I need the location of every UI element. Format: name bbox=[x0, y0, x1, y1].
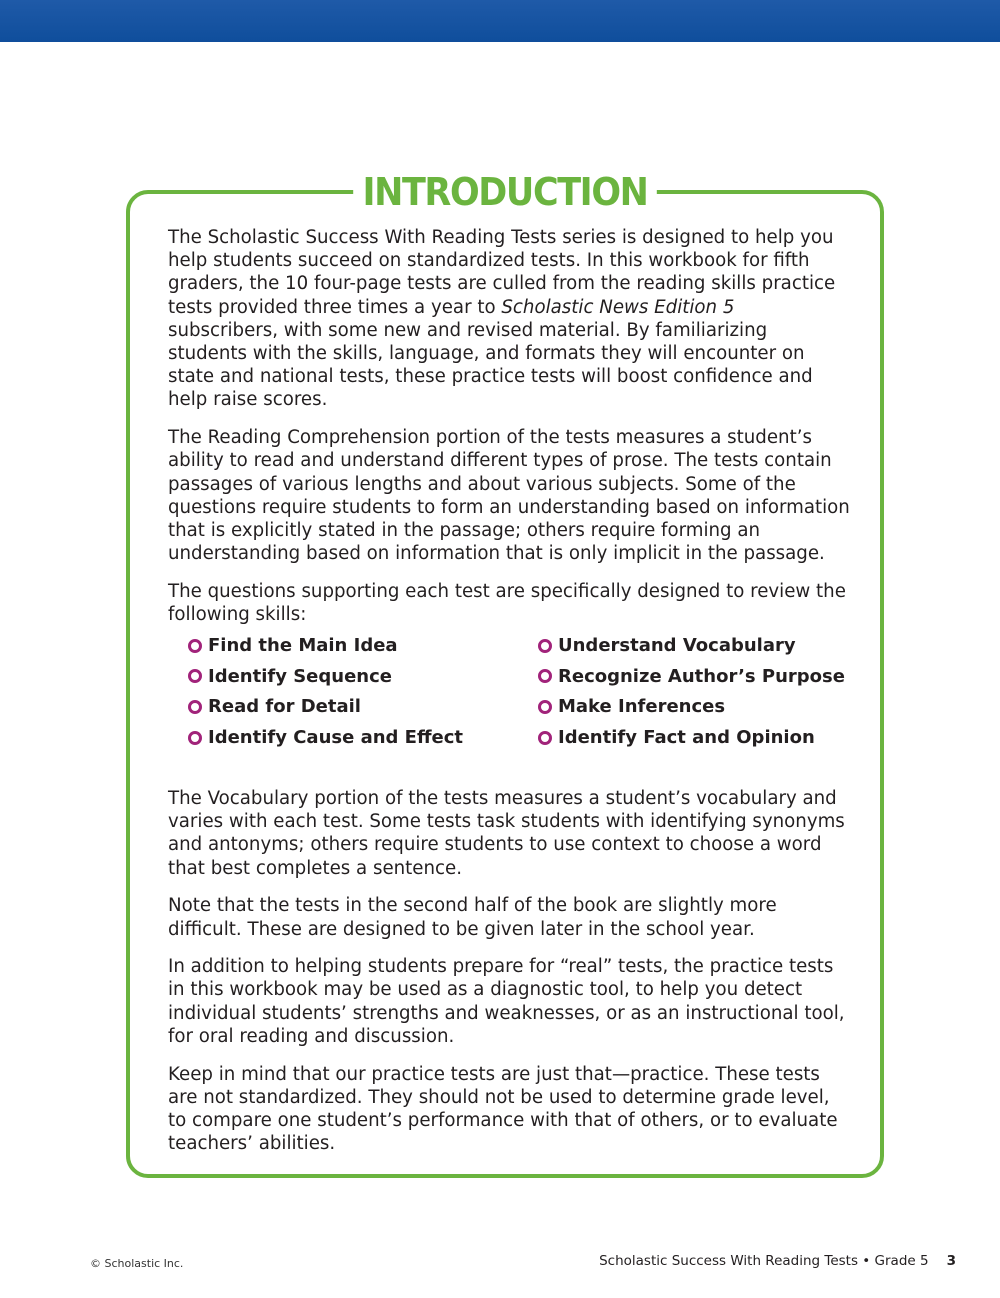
list-item: Identify Cause and Effect bbox=[188, 726, 538, 749]
circle-bullet-icon bbox=[538, 731, 552, 745]
circle-bullet-icon bbox=[538, 669, 552, 683]
circle-bullet-icon bbox=[538, 700, 552, 714]
circle-bullet-icon bbox=[188, 639, 202, 653]
paragraph-difficulty: Note that the tests in the second half of the book are slightly more difficult. These are designed to be given later in the school year. bbox=[168, 895, 777, 940]
copyright: © Scholastic Inc. bbox=[90, 1257, 184, 1270]
circle-bullet-icon bbox=[188, 700, 202, 714]
page-number: 3 bbox=[946, 1253, 956, 1269]
circle-bullet-icon bbox=[188, 731, 202, 745]
list-item: Identify Fact and Opinion bbox=[538, 726, 868, 749]
list-item: Make Inferences bbox=[538, 695, 868, 718]
circle-bullet-icon bbox=[188, 669, 202, 683]
paragraph-uses: In addition to helping students prepare for “real” tests, the practice tests in this workbook may be used as a diagnostic tool, to help you detect individual students’ strengths and weaknesses, or as an instructional tool, for oral reading and discussion. bbox=[168, 956, 845, 1047]
list-item: Identify Sequence bbox=[188, 665, 538, 688]
paragraph-comprehension: The Reading Comprehension portion of the tests measures a student’s ability to read and understand different types of prose. The tests contain passages of various lengths and about various subjects. Some of the questions require students to form an understanding based on information that is explicitly stated in the passage; others require forming an understanding based on information that is only implicit in the passage. bbox=[168, 427, 850, 565]
publication-name: Scholastic News Edition 5 bbox=[501, 296, 735, 318]
page-title: INTRODUCTION bbox=[353, 168, 657, 216]
top-color-bar bbox=[0, 0, 1000, 42]
paragraph-caveat: Keep in mind that our practice tests are just that—practice. These tests are not standardized. They should not be used to determine grade level, to compare one student’s performance with that of others, or to evaluate teachers’ abilities. bbox=[168, 1063, 838, 1155]
circle-bullet-icon bbox=[538, 639, 552, 653]
running-footer bbox=[599, 1253, 956, 1269]
paragraph-intro: The Scholastic Success With Reading Tests series is designed to help you help students succeed on standardized tests. In this workbook for fifth graders, the 10 four-page tests are culled from the reading skills practice tests provided three times a year to Scholastic News Edition 5 subscribers, with some new and revised material. By familiarizing students with the skills, language, and formats they will encounter on state and national tests, these practice tests will boost confidence and help raise scores. bbox=[168, 227, 836, 411]
paragraph-skills-lead: The questions supporting each test are specifically designed to review the following skills: bbox=[168, 580, 846, 626]
paragraph-vocabulary: The Vocabulary portion of the tests measures a student’s vocabulary and varies with each test. Some tests task students with identifying synonyms and antonyms; others require students to use context to choose a word that best completes a sentence. bbox=[168, 788, 845, 879]
book-title: Scholastic Success With Reading Tests • Grade 5 bbox=[599, 1253, 929, 1269]
list-item: Read for Detail bbox=[188, 695, 538, 718]
intro-content bbox=[168, 226, 850, 1170]
list-item: Recognize Author’s Purpose bbox=[538, 665, 868, 688]
list-item: Find the Main Idea bbox=[188, 634, 538, 657]
list-item: Understand Vocabulary bbox=[538, 634, 868, 657]
skills-list bbox=[188, 634, 850, 749]
